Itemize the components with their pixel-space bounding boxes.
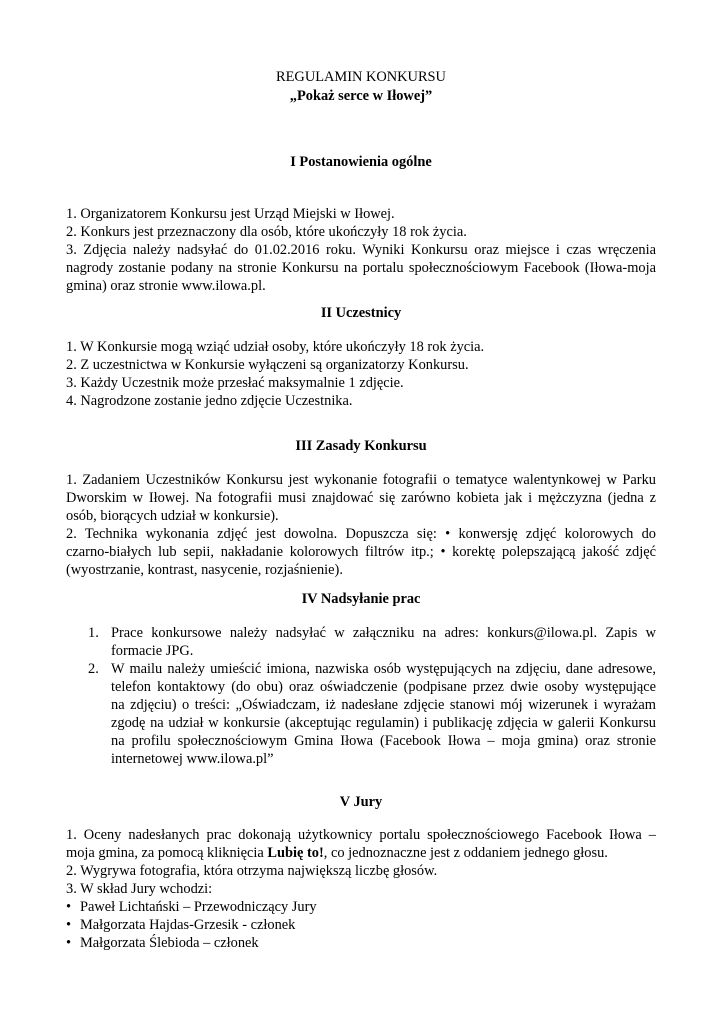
bullet-icon: •	[66, 917, 72, 933]
list-item-line: W mailu należy umieścić imiona, nazwiska osób występujących na zdjęciu, dane adresowe,	[111, 661, 656, 677]
jury-member	[66, 934, 656, 952]
list-item-line: na profilu społecznościowym Gmina Iłowa (Facebook Iłowa – moja gmina) oraz stronie	[111, 733, 656, 749]
paragraph: 2. Konkurs jest przeznaczony dla osób, które ukończyły 18 rok życia.	[66, 224, 467, 240]
paragraph: 3. Każdy Uczestnik może przesłać maksymalnie 1 zdjęcie.	[66, 375, 404, 391]
paragraph-line	[66, 844, 656, 862]
paragraph: 1. W Konkursie mogą wziąć udział osoby, które ukończyły 18 rok życia.	[66, 339, 485, 355]
paragraph: 4. Nagrodzone zostanie jedno zdjęcie Uczestnika.	[66, 393, 353, 409]
paragraph: 2. Z uczestnictwa w Konkursie wyłączeni są organizatorzy Konkursu.	[66, 357, 469, 373]
jury-member-name: Paweł Lichtański – Przewodniczący Jury	[80, 899, 317, 915]
text-fragment: moja gmina, za pomocą kliknięcia	[66, 845, 268, 861]
jury-member-name: Małgorzata Hajdas-Grzesik - członek	[80, 917, 296, 933]
jury-member	[66, 916, 656, 934]
list-item-line: telefon kontaktowy (do obu) oraz oświadczenie (podpisane przez dwie osoby występujące	[111, 679, 656, 695]
section-heading-1: I Postanowienia ogólne	[290, 154, 432, 170]
document-subtitle: „Pokaż serce w Iłowej”	[289, 88, 433, 104]
section-2-content	[66, 338, 656, 410]
like-button-text: Lubię to!	[267, 845, 324, 861]
list-item-line: formacie JPG.	[111, 643, 194, 659]
list-number: 2.	[88, 661, 99, 677]
paragraph-line: czarno-białych lub sepii, nakładanie kolorowych filtrów itp.; • korektę polepszającą jakość zdjęć	[66, 544, 656, 560]
list-number: 1.	[88, 625, 99, 641]
section-3-content	[66, 471, 656, 579]
paragraph-line: 1. Oceny nadesłanych prac dokonają użytkownicy portalu społecznościowego Facebook Iłowa –	[66, 827, 656, 843]
section-1-content	[66, 205, 656, 295]
jury-member-name: Małgorzata Ślebioda – członek	[80, 935, 259, 951]
bullet-icon: •	[66, 935, 72, 951]
list-item	[66, 660, 656, 768]
paragraph: 2. Wygrywa fotografia, która otrzyma największą liczbę głosów.	[66, 863, 438, 879]
paragraph: 1. Organizatorem Konkursu jest Urząd Miejski w Iłowej.	[66, 206, 395, 222]
text-fragment: , co jednoznaczne jest z oddaniem jednego głosu.	[323, 845, 608, 861]
paragraph-line: gmina) oraz stronie www.ilowa.pl.	[66, 278, 266, 294]
list-item-line: na zdjęciu) o treści: „Oświadczam, iż nadesłane zdjęcie stanowi mój wizerunek i wyrażam	[111, 697, 656, 713]
list-item	[66, 624, 656, 660]
section-heading-5: V Jury	[339, 794, 383, 810]
list-item-line: internetowej www.ilowa.pl”	[111, 751, 274, 767]
section-heading-4: IV Nadsyłanie prac	[301, 591, 421, 607]
section-heading-3: III Zasady Konkursu	[295, 438, 427, 454]
paragraph-line: nagrody zostanie podany na stronie Konkursu na portalu społecznościowym Facebook (Iłowa-moja	[66, 260, 656, 276]
numbered-list	[66, 624, 656, 768]
jury-member	[66, 898, 656, 916]
section-5-content	[66, 826, 656, 952]
bullet-icon: •	[66, 899, 72, 915]
document-title: REGULAMIN KONKURSU	[276, 69, 446, 85]
paragraph-line: 2. Technika wykonania zdjęć jest dowolna. Dopuszcza się: • konwersję zdjęć kolorowych do	[66, 526, 656, 542]
paragraph-line: 3. Zdjęcia należy nadsyłać do 01.02.2016 roku. Wyniki Konkursu oraz miejsce i czas wręczenia	[66, 242, 656, 258]
paragraph-line: osób, biorących udział w konkursie).	[66, 508, 279, 524]
paragraph: 3. W skład Jury wchodzi:	[66, 881, 213, 897]
section-heading-2: II Uczestnicy	[320, 305, 402, 321]
paragraph-line: (wyostrzanie, kontrast, nasycenie, rozjaśnienie).	[66, 562, 343, 578]
paragraph-line: Dworskim w Iłowej. Na fotografii musi znajdować się zarówno kobieta jak i mężczyzna (jedna z	[66, 490, 656, 506]
list-item-line: Prace konkursowe należy nadsyłać w załączniku na adres: konkurs@ilowa.pl. Zapis w	[111, 625, 656, 641]
list-item-line: zgodę na udział w konkursie (akceptując regulamin) i publikację zdjęcia w galerii Konkursu	[111, 715, 656, 731]
paragraph-line: 1. Zadaniem Uczestników Konkursu jest wykonanie fotografii o tematyce walentynkowej w Parku	[66, 472, 656, 488]
